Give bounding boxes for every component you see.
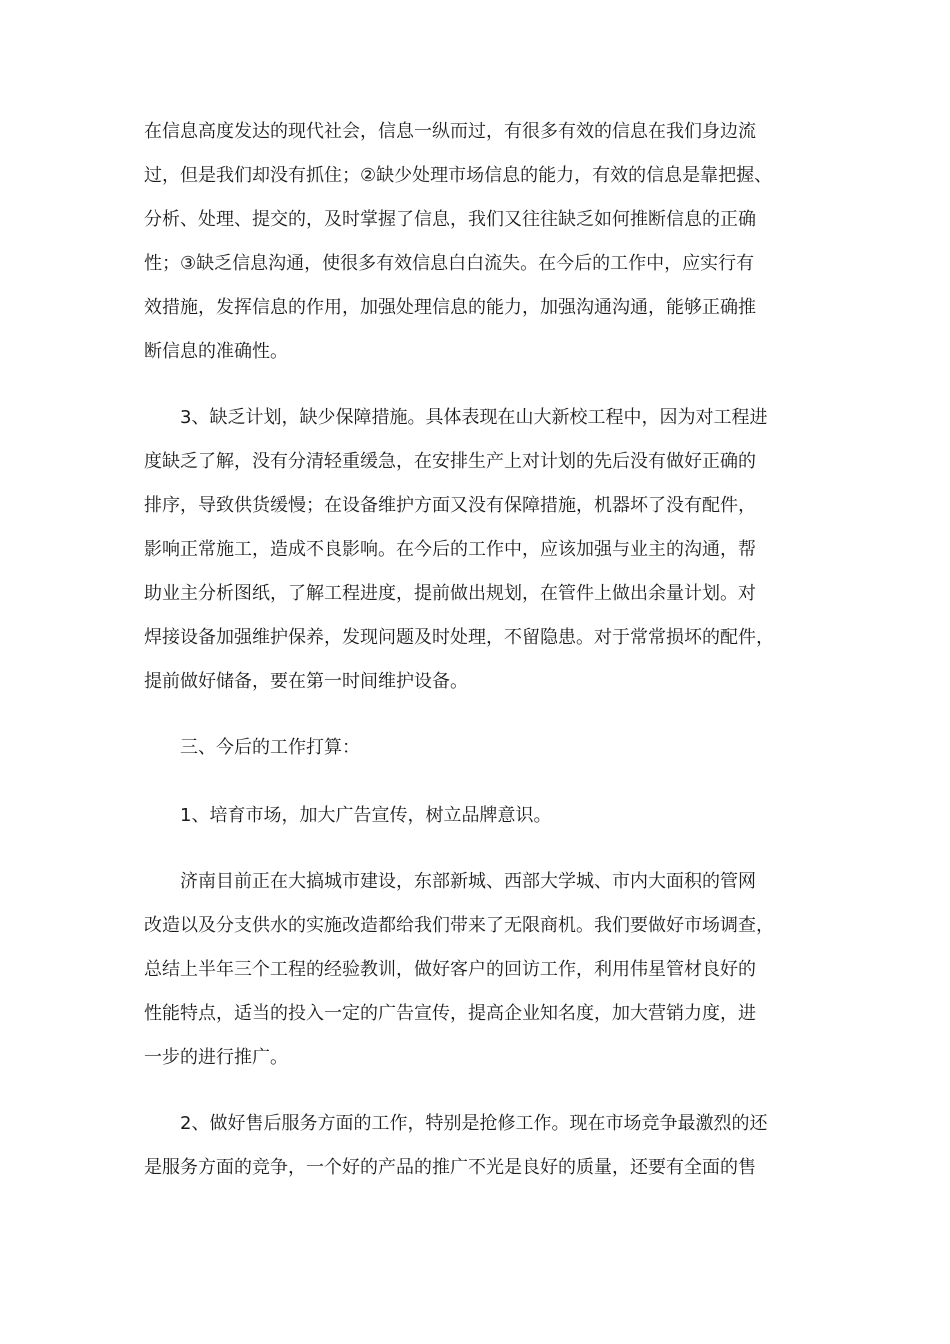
paragraph-line: 3、缺乏计划，缺少保障措施。具体表现在山大新校工程中，因为对工程进 (180, 407, 768, 428)
paragraph-line: 一步的进行推广。 (144, 1047, 288, 1068)
paragraph-line: 性；③缺乏信息沟通，使很多有效信息白白流失。在今后的工作中，应实行有 (144, 253, 755, 274)
paragraph-line: 总结上半年三个工程的经验教训，做好客户的回访工作，利用伟星管材良好的 (144, 959, 756, 980)
paragraph-line: 效措施，发挥信息的作用，加强处理信息的能力，加强沟通沟通，能够正确推 (144, 297, 756, 318)
paragraph-line: 分析、处理、提交的，及时掌握了信息，我们又往往缺乏如何推断信息的正确 (144, 209, 756, 230)
paragraph-line: 2、做好售后服务方面的工作，特别是抢修工作。现在市场竞争最激烈的还 (180, 1113, 768, 1134)
paragraph-line: 改造以及分支供水的实施改造都给我们带来了无限商机。我们要做好市场调查， (144, 915, 774, 936)
paragraph-line: 性能特点，适当的投入一定的广告宣传，提高企业知名度，加大营销力度，进 (144, 1003, 756, 1024)
section-heading: 三、今后的工作打算： (180, 737, 360, 758)
paragraph-line: 焊接设备加强维护保养，发现问题及时处理，不留隐患。对于常常损坏的配件， (144, 627, 774, 648)
paragraph-line: 在信息高度发达的现代社会，信息一纵而过，有很多有效的信息在我们身边流 (144, 121, 756, 142)
subsection-heading: 1、培育市场，加大广告宣传，树立品牌意识。 (180, 805, 552, 826)
paragraph-line: 提前做好储备，要在第一时间维护设备。 (144, 671, 468, 692)
paragraph-line: 度缺乏了解，没有分清轻重缓急，在安排生产上对计划的先后没有做好正确的 (144, 451, 756, 472)
paragraph-line: 断信息的准确性。 (144, 341, 288, 362)
paragraph-line: 影响正常施工，造成不良影响。在今后的工作中，应该加强与业主的沟通，帮 (144, 539, 756, 560)
paragraph-line: 是服务方面的竞争，一个好的产品的推广不光是良好的质量，还要有全面的售 (144, 1157, 756, 1178)
paragraph-line: 助业主分析图纸，了解工程进度，提前做出规划，在管件上做出余量计划。对 (144, 583, 756, 604)
paragraph-line: 排序，导致供货缓慢；在设备维护方面又没有保障措施，机器坏了没有配件， (144, 495, 756, 516)
paragraph-line: 济南目前正在大搞城市建设，东部新城、西部大学城、市内大面积的管网 (180, 871, 756, 892)
paragraph-line: 过，但是我们却没有抓住；②缺少处理市场信息的能力，有效的信息是靠把握、 (144, 165, 773, 186)
